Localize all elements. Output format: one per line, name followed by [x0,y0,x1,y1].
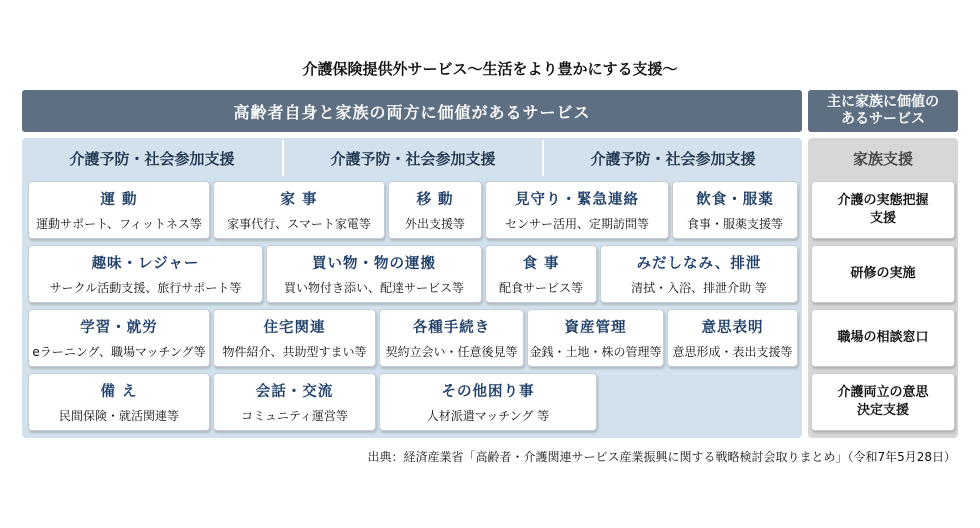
service-desc: 清拭・入浴、排泄介助 等 [631,281,767,295]
service-desc: 配食サービス等 [498,281,583,295]
category-label-2: 介護予防・社会参加支援 [330,149,496,168]
service-title: 家 事 [280,192,318,208]
side-item-text: 介護の実態把握支援 [837,193,929,226]
service-box-meals-medication [672,181,798,239]
page-title: 介護保険提供外サービス〜生活をより豊かにする支援〜 [302,60,678,78]
service-title: 住宅関連 [263,320,326,336]
service-box-procedures [379,309,524,367]
service-title: 学習・就労 [80,320,158,336]
service-box-mobility [388,181,482,239]
service-desc: 物件紹介、共助型すまい等 [222,345,367,359]
service-title: 移 動 [416,192,454,208]
side-item-training [811,245,955,303]
service-desc: 民間保険・就活関連等 [58,409,179,423]
service-box-housing [213,309,376,367]
service-box-learning-work [28,309,210,367]
service-title: 会話・交流 [255,384,334,400]
side-item-text: 職場の相談窓口 [837,330,929,345]
service-desc: 運動サポート、フィットネス等 [36,217,202,231]
header-side [808,90,958,132]
service-desc: 買い物付き添い、配達サービス等 [283,281,464,295]
category-label-3: 介護予防・社会参加支援 [590,149,756,168]
service-title: みだしなみ、排泄 [636,256,762,272]
service-desc: コミュニティ運営等 [241,409,348,423]
service-desc: 外出支援等 [404,217,465,231]
service-box-monitoring [485,181,669,239]
side-item-consultation [811,309,955,367]
service-desc: 食事・服薬支援等 [686,217,783,231]
service-title: 食 事 [522,256,560,272]
service-box-grooming-toileting [600,245,798,303]
service-title: 趣味・レジャー [91,256,200,272]
service-box-preparation [28,373,210,431]
side-item-text: 介護両立の意思決定支援 [837,385,929,418]
service-desc: サークル活動支援、旅行サポート等 [49,281,242,295]
service-box-exercise [28,181,210,239]
service-box-asset-management [527,309,664,367]
service-box-expression-of-intent [667,309,798,367]
service-title: 運 動 [100,192,138,208]
service-title: 見守り・緊急連絡 [515,192,639,208]
category-label-1: 介護予防・社会参加支援 [69,149,235,168]
side-item-text: 研修の実施 [850,266,916,281]
header-side-text: 主に家族に価値のあるサービス [827,94,939,127]
service-desc: 金銭・土地・株の管理等 [529,345,662,359]
source-citation: 出典：経済産業省「高齢者・介護関連サービス産業振興に関する戦略検討会取りまとめ」（令和7年5月28日） [367,450,956,464]
service-title: 飲食・服薬 [696,192,774,208]
service-box-other-troubles [379,373,597,431]
side-item-care-status [811,181,955,239]
service-desc: 意思形成・表出支援等 [672,345,793,359]
service-box-shopping [266,245,482,303]
service-desc: 人材派遣マッチング 等 [426,409,550,423]
service-title: その他困り事 [441,384,535,400]
service-title: 各種手続き [412,320,491,336]
header-main: 高齢者自身と家族の両方に価値があるサービス [22,90,802,132]
service-box-hobby-leisure [28,245,263,303]
service-desc: 家事代行、スマート家電等 [227,217,371,231]
service-title: 備 え [100,384,138,400]
service-box-food [485,245,597,303]
service-title: 意思表明 [701,320,764,336]
service-desc: eラーニング、職場マッチング等 [32,345,206,359]
side-item-decision-support [811,373,955,431]
service-desc: 契約立会い・任意後見等 [385,345,518,359]
service-box-conversation [213,373,376,431]
service-desc: センサー活用、定期訪問等 [504,217,649,231]
side-category-label: 家族支援 [852,149,913,168]
service-box-housework [213,181,385,239]
service-title: 買い物・物の運搬 [312,256,436,272]
service-title: 資産管理 [564,320,627,336]
